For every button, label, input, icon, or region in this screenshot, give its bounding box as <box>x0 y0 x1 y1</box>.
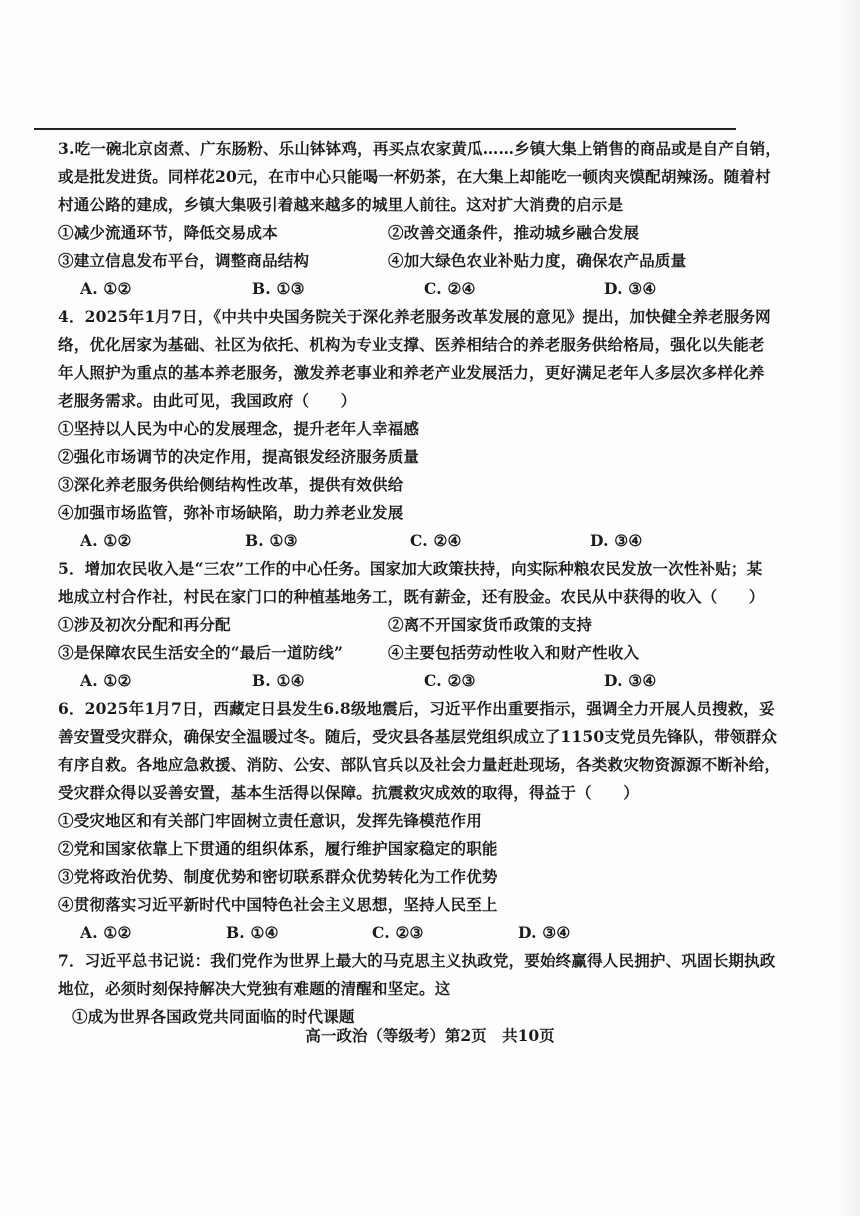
q5-stem-line: 5．增加农民收入是“三农”工作的中心任务。国家加大政策扶持，向实际种粮农民发放一次性补贴；某 <box>58 559 763 578</box>
q5-option-d: D. ③④ <box>604 671 657 690</box>
q3-item-4: ④加大绿色农业补贴力度，确保农产品质量 <box>388 251 687 270</box>
q6-stem-line: 受灾群众得以妥善安置，基本生活得以保障。抗震救灾成效的取得，得益于（ ） <box>58 783 639 802</box>
q4-stem-line: 老服务需求。由此可见，我国政府（ ） <box>58 391 357 410</box>
q4-item-2: ②强化市场调节的决定作用，提高银发经济服务质量 <box>58 447 420 466</box>
q3-option-c: C. ②④ <box>424 279 476 298</box>
q5-option-a: A. ①② <box>80 671 132 690</box>
q4-option-d: D. ③④ <box>590 531 643 550</box>
q6-option-d: D. ③④ <box>518 923 571 942</box>
q4-option-c: C. ②④ <box>410 531 462 550</box>
q5-item-2: ②离不开国家货币政策的支持 <box>388 615 593 634</box>
q3-option-a: A. ①② <box>80 279 132 298</box>
page-body <box>58 135 782 1031</box>
q3-option-b: B. ①③ <box>252 279 305 298</box>
q3-stem-line: 或是批发进货。同样花20元，在市中心只能喝一杯奶茶，在大集上却能吃一顿肉夹馍配胡辣汤。随着村 <box>58 167 771 186</box>
q7-item-1: ①成为世界各国政党共同面临的时代课题 <box>72 1007 355 1026</box>
q7-stem-line: 地位，必须时刻保持解决大党独有难题的清醒和坚定。这 <box>58 979 451 998</box>
q3-stem-line: 3.吃一碗北京卤煮、广东肠粉、乐山钵钵鸡，再买点农家黄瓜……乡镇大集上销售的商品或是自产自销， <box>58 139 782 158</box>
scan-edge-shadow <box>836 0 860 1216</box>
q4-stem-line: 4．2025年1月7日，《中共中央国务院关于深化养老服务改革发展的意见》提出，加快健全养老服务网 <box>58 307 771 326</box>
q4-item-3: ③深化养老服务供给侧结构性改革，提供有效供给 <box>58 475 404 494</box>
q6-item-4: ④贯彻落实习近平新时代中国特色社会主义思想，坚持人民至上 <box>58 895 498 914</box>
q6-item-1: ①受灾地区和有关部门牢固树立责任意识，发挥先锋模范作用 <box>58 811 482 830</box>
q6-option-b: B. ①④ <box>226 923 279 942</box>
q3-stem-line: 村通公路的建成，乡镇大集吸引着越来越多的城里人前往。这对扩大消费的启示是 <box>58 195 624 214</box>
q4-stem-line: 络，优化居家为基础、社区为依托、机构为专业支撑、医养相结合的养老服务供给格局，强化以失能老 <box>58 335 765 354</box>
q5-option-c: C. ②③ <box>424 671 476 690</box>
page-footer: 高一政治（等级考）第2页 共10页 <box>305 1026 555 1045</box>
q7-stem-line: 7．习近平总书记说：我们党作为世界上最大的马克思主义执政党，要始终赢得人民拥护、巩固长期执政 <box>58 951 776 970</box>
question-4 <box>58 303 771 555</box>
q4-stem-line: 年人照护为重点的基本养老服务，激发养老事业和养老产业发展活力，更好满足老年人多层次多样化养 <box>58 363 765 382</box>
q5-stem-line: 地成立村合作社，村民在家门口的种植基地务工，既有薪金，还有股金。农民从中获得的收入（ ） <box>58 587 765 606</box>
question-6 <box>58 695 781 947</box>
q6-item-2: ②党和国家依靠上下贯通的组织体系，履行维护国家稳定的职能 <box>58 839 498 858</box>
q4-option-b: B. ①③ <box>245 531 298 550</box>
q4-item-4: ④加强市场监管，弥补市场缺陷，助力养老业发展 <box>58 503 404 522</box>
q6-option-c: C. ②③ <box>372 923 424 942</box>
question-7 <box>58 947 776 1031</box>
q6-item-3: ③党将政治优势、制度优势和密切联系群众优势转化为工作优势 <box>58 867 498 886</box>
q5-item-3: ③是保障农民生活安全的“最后一道防线” <box>58 643 344 662</box>
q4-option-a: A. ①② <box>80 531 132 550</box>
q6-stem-line: 善安置受灾群众，确保安全温暖过冬。随后，受灾县各基层党组织成立了1150支党员先锋队，带领群众 <box>58 727 778 746</box>
q5-item-1: ①涉及初次分配和再分配 <box>58 615 231 634</box>
top-rule <box>34 128 736 130</box>
q3-item-3: ③建立信息发布平台，调整商品结构 <box>58 251 310 270</box>
q3-item-1: ①减少流通环节，降低交易成本 <box>58 223 278 242</box>
q4-item-1: ①坚持以人民为中心的发展理念，提升老年人幸福感 <box>58 419 420 438</box>
q6-stem-line: 有序自救。各地应急救援、消防、公安、部队官兵以及社会力量赶赴现场，各类救灾物资源源不断补给， <box>58 755 781 774</box>
q6-option-a: A. ①② <box>80 923 132 942</box>
q3-option-d: D. ③④ <box>604 279 657 298</box>
q6-stem-line: 6．2025年1月7日，西藏定日县发生6.8级地震后，习近平作出重要指示，强调全力开展人员搜救，妥 <box>58 699 775 718</box>
q5-option-b: B. ①④ <box>252 671 305 690</box>
question-3 <box>58 135 782 303</box>
q3-item-2: ②改善交通条件，推动城乡融合发展 <box>388 223 640 242</box>
q5-item-4: ④主要包括劳动性收入和财产性收入 <box>388 643 640 662</box>
question-5 <box>58 555 765 695</box>
